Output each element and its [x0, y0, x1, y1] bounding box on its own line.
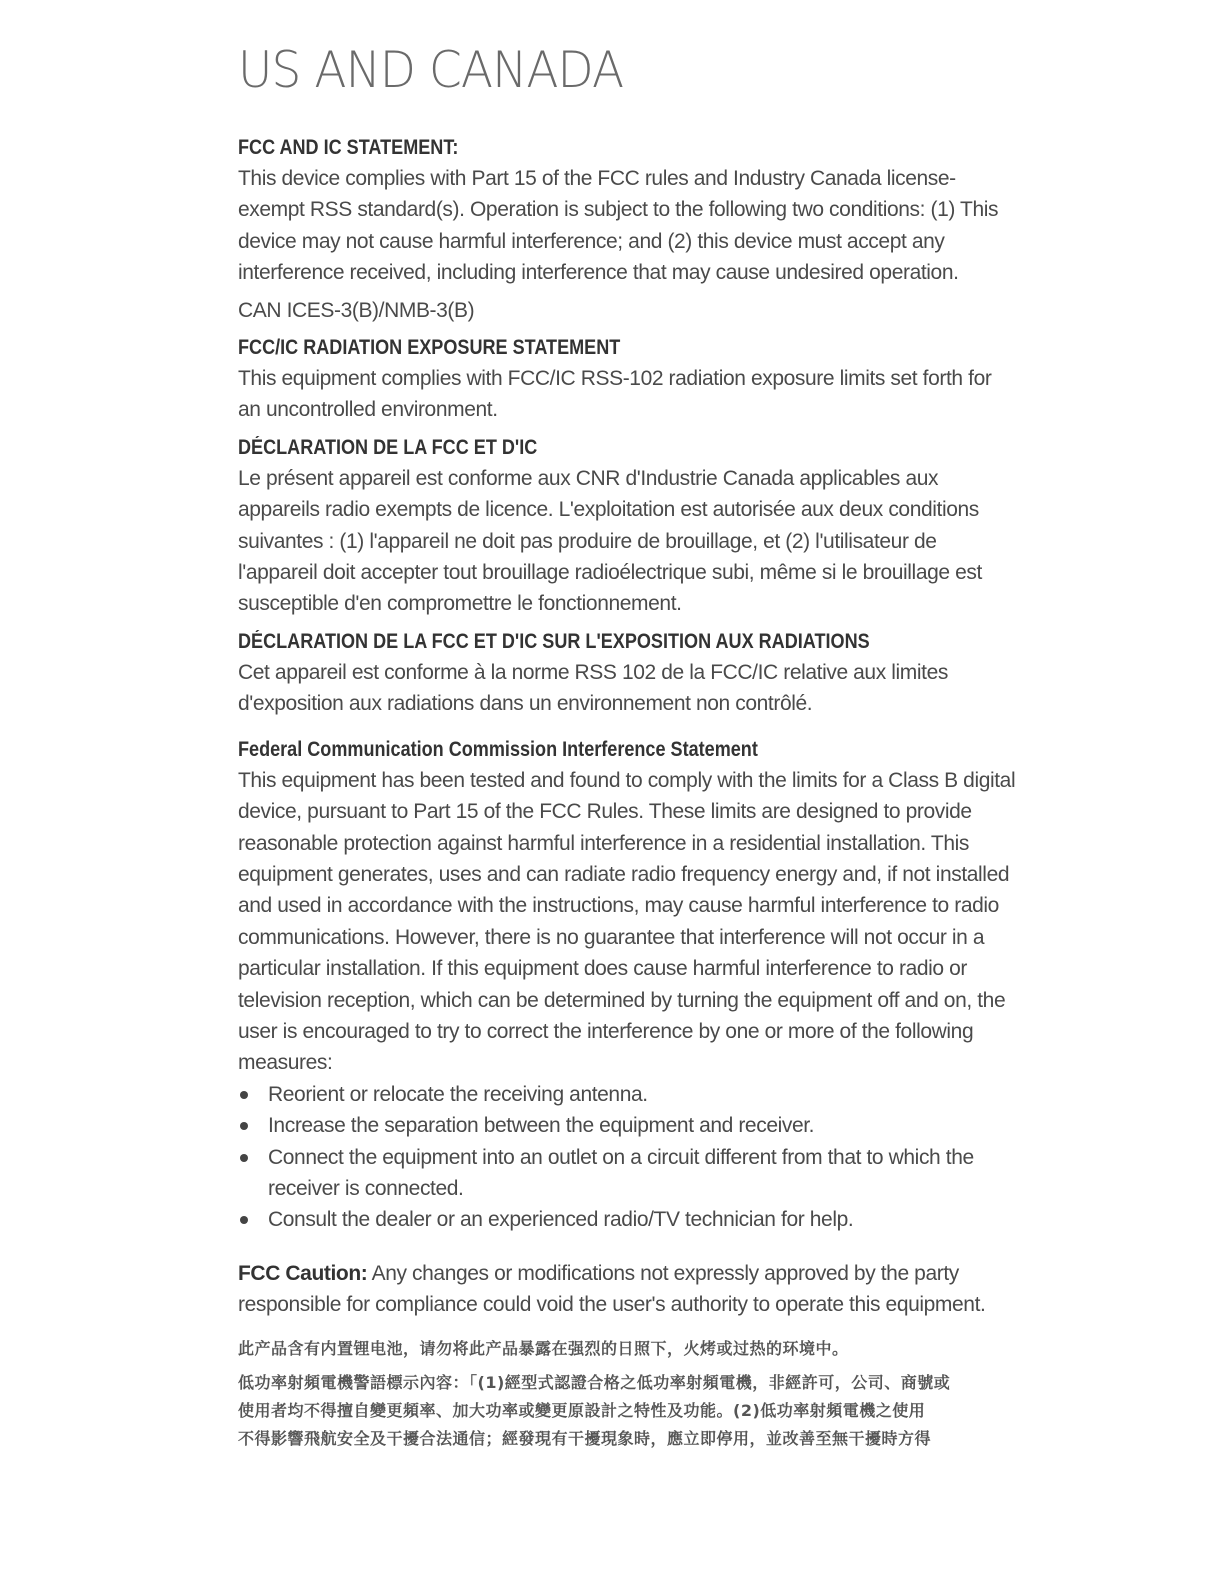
- declaration-fr-heading: DÉCLARATION DE LA FCC ET D'IC: [238, 435, 538, 459]
- ncc-warning-line: 使用者均不得擅自變更頻率、加大功率或變更原設計之特性及功能。(2)低功率射頻電機之使用: [238, 1400, 926, 1420]
- page-title: US AND CANADA: [238, 41, 624, 99]
- bullet-icon: [240, 1091, 248, 1099]
- fcc-ic-statement-section: [238, 132, 1018, 326]
- fcc-caution-body: Any changes or modifications not expressly approved by the party responsible for compliance could void the user's authority to operate this equipment.: [238, 1261, 986, 1317]
- ices-label: CAN ICES-3(B)/NMB-3(B): [238, 298, 475, 322]
- bullet-icon: [240, 1122, 248, 1130]
- list-item: [238, 1079, 1018, 1110]
- bullet-icon: [240, 1216, 248, 1224]
- radiation-exposure-body: This equipment complies with FCC/IC RSS-102 radiation exposure limits set forth for an uncontrolled environment.: [238, 367, 992, 422]
- interference-measures-list: [238, 1079, 1018, 1236]
- document-page: [238, 40, 1018, 1453]
- interference-section: [238, 734, 1018, 1236]
- ncc-warning-zh: [238, 1369, 1018, 1453]
- measure-text: Consult the dealer or an experienced radio/TV technician for help.: [268, 1208, 854, 1232]
- list-item: [238, 1110, 1018, 1141]
- measure-text: Increase the separation between the equipment and receiver.: [268, 1114, 815, 1138]
- fcc-caution-label: FCC Caution:: [238, 1261, 368, 1285]
- radiation-exposure-section: [238, 332, 1018, 426]
- list-item: [238, 1142, 1018, 1205]
- fcc-ic-statement-body: This device complies with Part 15 of the FCC rules and Industry Canada license-exempt RSS standard(s). Operation is subject to the following two conditions: (1) This device may not cause harmful interference; and (2) this device must accept any interference received, including interference that may cause undesired operation.: [238, 167, 999, 285]
- measure-text: Reorient or relocate the receiving antenna.: [268, 1082, 648, 1106]
- interference-heading: Federal Communication Commission Interference Statement: [238, 737, 758, 761]
- interference-body: This equipment has been tested and found to comply with the limits for a Class B digital device, pursuant to Part 15 of the FCC Rules. These limits are designed to provide reasonable protection against harmful interference in a residential installation. This equipment generates, uses and can radiate radio frequency energy and, if not installed and used in accordance with the instructions, may cause harmful interference to radio communications. However, there is no guarantee that interference will not occur in a particular installation. If this equipment does cause harmful interference to radio or television reception, which can be determined by turning the equipment off and on, the user is encouraged to try to correct the interference by one or more of the following measures:: [238, 768, 1016, 1075]
- declaration-fr-radiation-section: [238, 626, 1018, 720]
- ncc-warning-line: 低功率射頻電機警語標示內容：「(1)經型式認證合格之低功率射頻電機，非經許可，公司、商號或: [238, 1372, 951, 1392]
- declaration-fr-section: [238, 432, 1018, 620]
- fcc-ic-statement-heading: FCC AND IC STATEMENT:: [238, 136, 459, 159]
- battery-warning-zh: 此产品含有内置锂电池，请勿将此产品暴露在强烈的日照下，火烤或过热的环境中。: [238, 1338, 849, 1358]
- fcc-caution-section: [238, 1258, 1018, 1321]
- declaration-fr-radiation-heading: DÉCLARATION DE LA FCC ET D'IC SUR L'EXPOSITION AUX RADIATIONS: [238, 629, 870, 653]
- list-item: [238, 1204, 1018, 1235]
- fcc-caution-paragraph: [238, 1258, 1018, 1321]
- declaration-fr-body: Le présent appareil est conforme aux CNR d'Industrie Canada applicables aux appareils radio exempts de licence. L'exploitation est autorisée aux deux conditions suivantes : (1) l'appareil ne doit pas produire de brouillage, et (2) l'utilisateur de l'appareil doit accepter tout brouillage radioélectrique subi, même si le brouillage est susceptible d'en compromettre le fonctionnement.: [238, 466, 982, 616]
- radiation-exposure-heading: FCC/IC RADIATION EXPOSURE STATEMENT: [238, 336, 621, 360]
- ncc-warning-line: 不得影響飛航安全及干擾合法通信；經發現有干擾現象時，應立即停用，並改善至無干擾時方得: [238, 1428, 932, 1448]
- bullet-icon: [240, 1154, 248, 1162]
- chinese-notices-section: [238, 1335, 1018, 1453]
- declaration-fr-radiation-body: Cet appareil est conforme à la norme RSS 102 de la FCC/IC relative aux limites d'exposition aux radiations dans un environnement non contrôlé.: [238, 660, 948, 716]
- measure-text: Connect the equipment into an outlet on a circuit different from that to which the receiver is connected.: [268, 1145, 974, 1200]
